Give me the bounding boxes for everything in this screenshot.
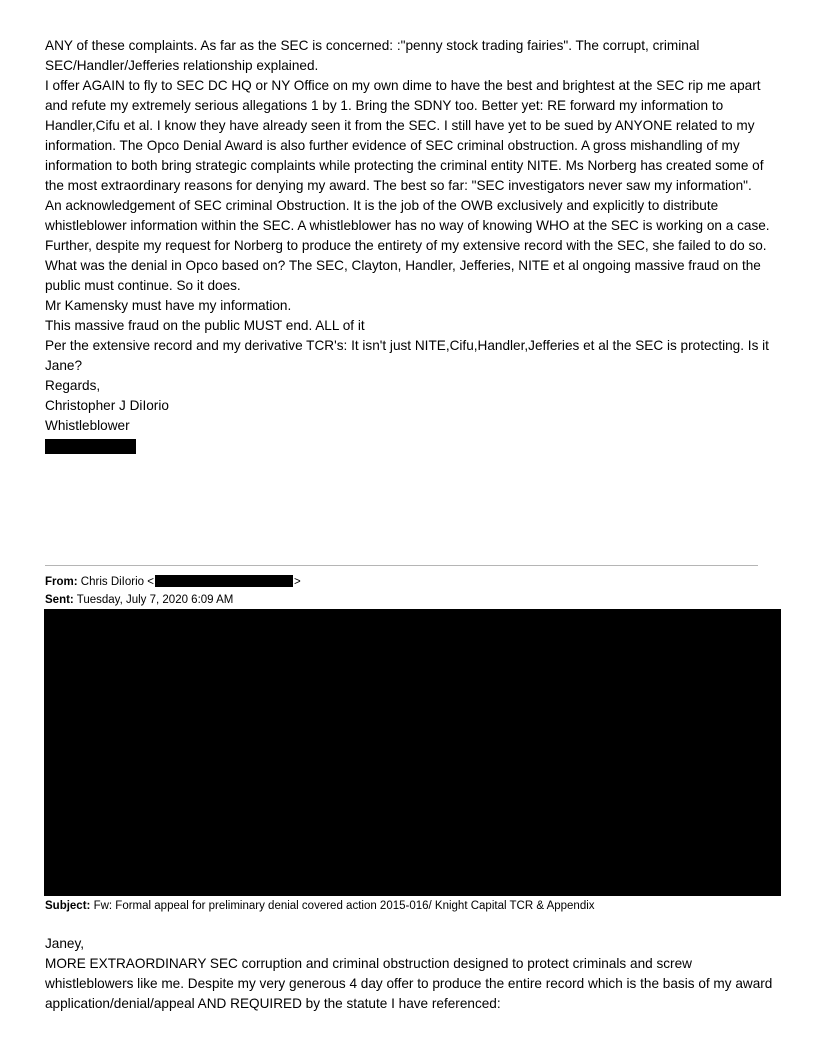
closing: Regards, [45,378,101,393]
forwarded-body [45,934,780,1014]
body-paragraph-6: Per the extensive record and my derivative TCR's: It isn't just NITE,Cifu,Handler,Jefferies et al the SEC is protecting. Is it Jane? [45,338,769,373]
sent-line [45,593,233,608]
forwarded-greeting: Janey, [45,936,85,951]
body-paragraph-4: Mr Kamensky must have my information. [45,298,292,313]
body-paragraph-5: This massive fraud on the public MUST end. ALL of it [45,318,365,333]
forwarded-paragraph: MORE EXTRAORDINARY SEC corruption and criminal obstruction designed to protect criminals and screw whistleblowers like me. Despite my very generous 4 day offer to produce the entire record which is the basis of my award application/denial/appeal AND REQUIRED by the statute I have referenced: [45,956,773,1011]
from-line [45,575,301,590]
from-label: From: [45,576,78,588]
from-email-redaction [155,575,293,587]
signature-name: Christopher J DiIorio [45,398,169,413]
signature-title: Whistleblower [45,418,130,433]
body-paragraph-1: ANY of these complaints. As far as the SEC is concerned: :"penny stock trading fairies". The corrupt, criminal SEC/Handler/Jefferies relationship explained. [45,38,700,73]
subject-line [45,899,595,914]
sent-value: Tuesday, July 7, 2020 6:09 AM [76,594,234,606]
body-paragraph-3: What was the denial in Opco based on? The SEC, Clayton, Handler, Jefferies, NITE et al ongoing massive fraud on the public must continue. So it does. [45,258,761,293]
recipients-redaction-block [44,609,781,896]
sent-label: Sent: [45,594,74,606]
body-paragraph-2: I offer AGAIN to fly to SEC DC HQ or NY Office on my own dime to have the best and brightest at the SEC rip me apart and refute my extremely serious allegations 1 by 1. Bring the SDNY too. Better yet: RE forward my information to Handler,Cifu et al. I know they have already seen it from the SEC. I still have yet to be sued by ANYONE related to my information. The Opco Denial Award is also further evidence of SEC criminal obstruction. A gross mishandling of my information to both bring strategic complaints while protecting the criminal entity NITE. Ms Norberg has created some of the most extraordinary reasons for denying my award. The best so far: "SEC investigators never saw my information". An acknowledgement of SEC criminal Obstruction. It is the job of the OWB exclusively and explicitly to distribute whistleblower information within the SEC. A whistleblower has no way of knowing WHO at the SEC is working on a case. Further, despite my request for Norberg to produce the entirety of my extensive record with the SEC, she failed to do so. [45,78,770,253]
email-body [45,36,770,459]
from-name: Chris DiIorio < [80,576,154,588]
header-divider [45,565,758,566]
from-close: > [293,576,301,588]
subject-value: Fw: Formal appeal for preliminary denial covered action 2015-016/ Knight Capital TCR & Appendix [93,900,595,912]
subject-label: Subject: [45,900,91,912]
signature-redaction [45,439,136,454]
